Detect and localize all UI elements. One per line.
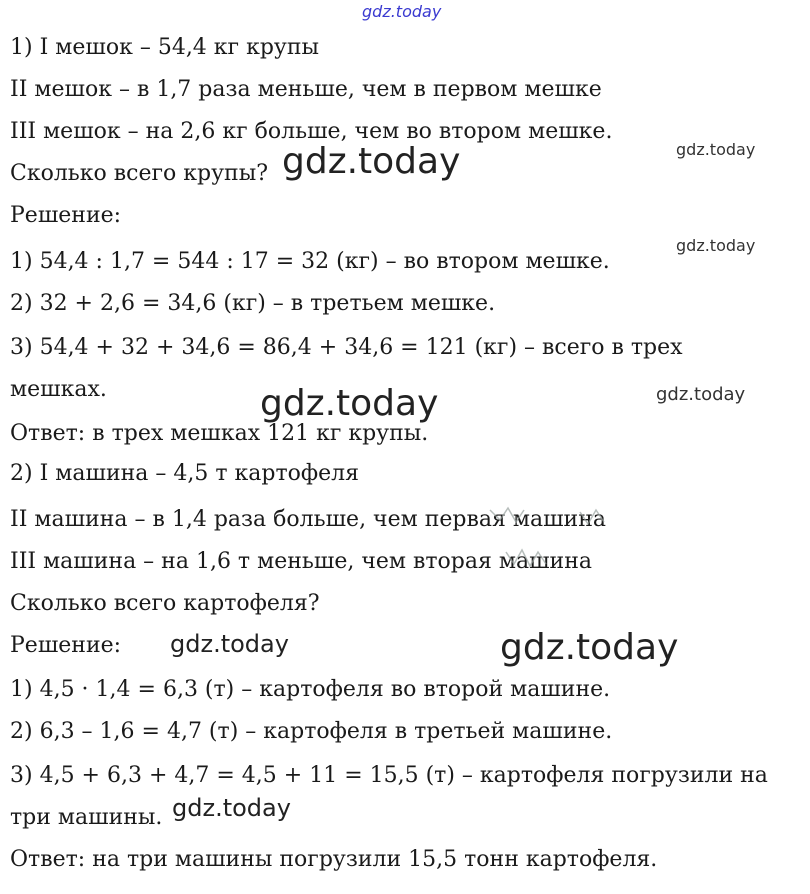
- scribble-mark: [480, 500, 640, 580]
- text-line: 1) 54,4 : 1,7 = 544 : 17 = 32 (кг) – во втором мешке.: [10, 249, 610, 274]
- text-line: Решение:: [10, 203, 122, 228]
- watermark: gdz.today: [260, 383, 439, 424]
- watermark: gdz.today: [282, 141, 461, 182]
- text-line: III машина – на 1,6 т меньше, чем вторая машина: [10, 549, 592, 574]
- text-line: Ответ: на три машины погрузили 15,5 тонн картофеля.: [10, 847, 658, 872]
- text-line: 1) I мешок – 54,4 кг крупы: [10, 35, 320, 60]
- text-line: Сколько всего крупы?: [10, 161, 269, 186]
- watermark: gdz.today: [500, 627, 679, 668]
- text-line: II мешок – в 1,7 раза меньше, чем в первом мешке: [10, 77, 602, 102]
- text-line: Ответ: в трех мешках 121 кг крупы.: [10, 421, 429, 446]
- text-line: 1) 4,5 · 1,4 = 6,3 (т) – картофеля во второй машине.: [10, 677, 611, 702]
- text-line: 2) 6,3 – 1,6 = 4,7 (т) – картофеля в третьей машине.: [10, 719, 613, 744]
- text-line: 3) 4,5 + 6,3 + 4,7 = 4,5 + 11 = 15,5 (т) – картофеля погрузили на: [10, 763, 768, 788]
- text-line: 2) I машина – 4,5 т картофеля: [10, 461, 359, 486]
- watermark: gdz.today: [172, 794, 291, 822]
- text-line: II машина – в 1,4 раза больше, чем первая машина: [10, 507, 606, 532]
- text-line: 2) 32 + 2,6 = 34,6 (кг) – в третьем мешке.: [10, 291, 496, 316]
- text-line: 3) 54,4 + 32 + 34,6 = 86,4 + 34,6 = 121 (кг) – всего в трех: [10, 335, 683, 360]
- watermark: gdz.today: [676, 236, 756, 255]
- watermark: gdz.today: [656, 384, 746, 405]
- text-line: мешках.: [10, 377, 107, 402]
- watermark: gdz.today: [170, 630, 289, 658]
- watermark-top: gdz.today: [362, 2, 442, 21]
- text-line: три машины.: [10, 805, 163, 830]
- text-line: III мешок – на 2,6 кг больше, чем во втором мешке.: [10, 119, 613, 144]
- text-line: Решение:: [10, 633, 122, 658]
- text-line: Сколько всего картофеля?: [10, 591, 320, 616]
- watermark: gdz.today: [676, 140, 756, 159]
